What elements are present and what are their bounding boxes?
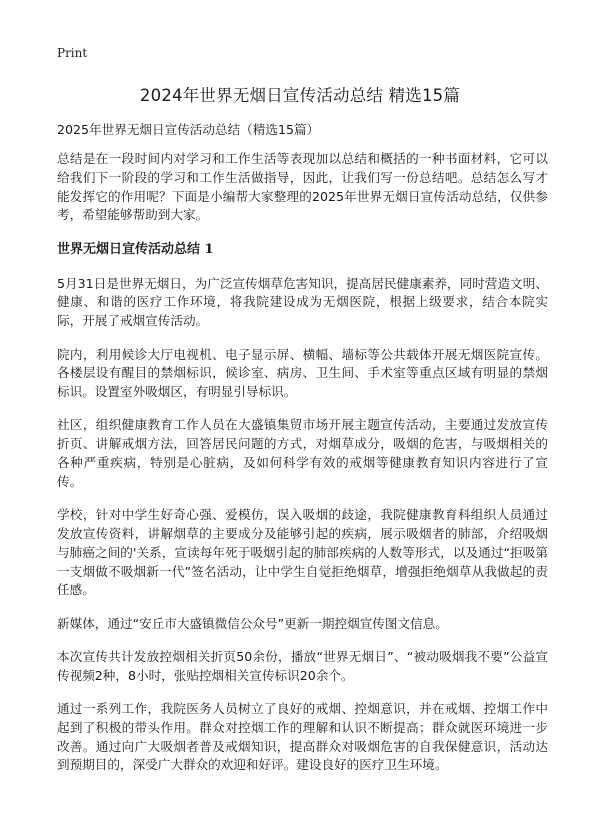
print-link[interactable]: Print [57,46,88,60]
paragraph-hospital: 院内，利用候诊大厅电视机、电子显示屏、横幅、墙标等公共载体开展无烟医院宣传。各楼层设有醒目的禁烟标识，候诊室、病房、卫生间、手术室等重点区域有明显的禁烟标识。设置室外吸烟区，有明显引导标识。 [57,346,548,400]
paragraph-community: 社区，组织健康教育工作人员在大盛镇集贸市场开展主题宣传活动，主要通过发放宣传折页、讲解戒烟方法，回答居民问题的方式，对烟草成分，吸烟的危害，与吸烟相关的各种严重疾病，特别是心脏病，及如何科学有效的戒烟等健康教育知识内容进行了宣传。 [57,417,548,489]
section-heading: 世界无烟日宣传活动总结 1 [57,241,214,257]
paragraph-results: 通过一系列工作，我院医务人员树立了良好的戒烟、控烟意识，并在戒烟、控烟工作中起到了积极的带头作用。群众对控烟工作的理解和认识不断提高；群众就医环境进一步改善。通过向广大吸烟者普及戒烟知识，提高群众对吸烟危害的自我保健意识，活动达到预期目的，深受广大群众的欢迎和好评。建设良好的医疗卫生环境。 [57,701,548,773]
intro-paragraph: 总结是在一段时间内对学习和工作生活等表现加以总结和概括的一种书面材料，它可以给我们下一阶段的学习和工作生活做指导，因此，让我们写一份总结吧。总结怎么写才能发挥它的作用呢？下面是小编帮大家整理的2025年世界无烟日宣传活动总结，仅供参考，希望能够帮助到大家。 [57,151,548,223]
paragraph-date: 5月31日是世界无烟日，为广泛宣传烟草危害知识，提高居民健康素养，同时营造文明、健康、和谐的医疗工作环境，将我院建设成为无烟医院，根据上级要求，结合本院实际，开展了戒烟宣传活动。 [57,275,548,329]
paragraph-statistics: 本次宣传共计发放控烟相关折页50余份，播放“世界无烟日”、“被动吸烟我不要”公益宣传视频2种，8小时，张贴控烟相关宣传标识20余个。 [57,648,548,683]
paragraph-school: 学校，针对中学生好奇心强、爱模仿，误入吸烟的歧途，我院健康教育科组织人员通过发放宣传资料，讲解烟草的主要成分及能够引起的疾病，展示吸烟者的肺部，介绍吸烟与肺癌之间的'关系，宣读每年死于吸烟引起的肺部疾病的人数等形式，以及通过“拒吸第一支烟做不吸烟新一代”签名活动，让中学生自觉拒绝烟草，增强拒绝烟草从我做起的责任感。 [57,507,548,598]
article-body [57,120,548,790]
paragraph-new-media: 新媒体，通过“安丘市大盛镇微信公众号”更新一期控烟宣传图文信息。 [57,615,448,631]
article-subtitle: 2025年世界无烟日宣传活动总结（精选15篇） [57,122,320,137]
page-title: 2024年世界无烟日宣传活动总结 精选15篇 [139,86,461,105]
